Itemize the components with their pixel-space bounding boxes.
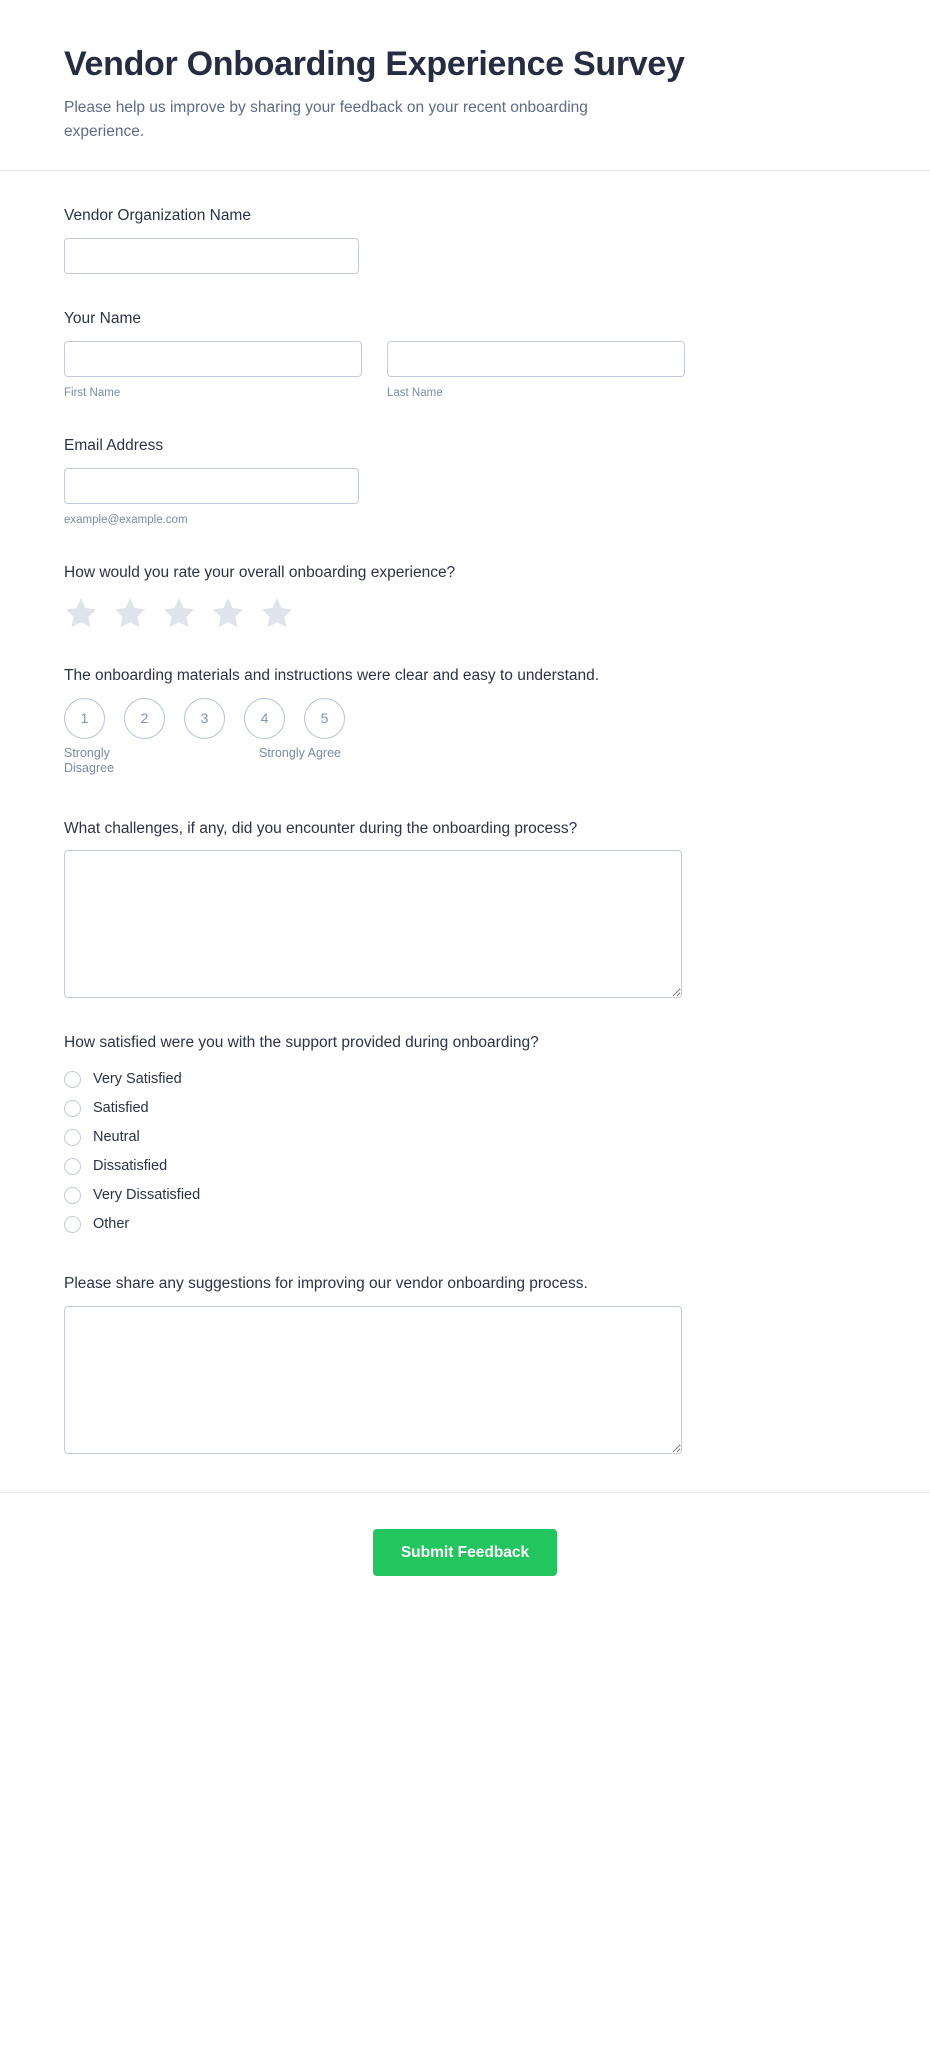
first-name-input[interactable]	[64, 341, 362, 377]
vendor-organization-input[interactable]	[64, 238, 359, 274]
vendor-organization-label: Vendor Organization Name	[64, 207, 251, 225]
field-suggestions	[64, 1273, 866, 1454]
likert-option-5	[304, 698, 345, 739]
email-field[interactable]	[64, 468, 359, 504]
radio-circle-icon[interactable]	[64, 1100, 81, 1117]
overall-rating-label: How would you rate your overall onboarding experience?	[64, 564, 456, 582]
radio-circle-icon[interactable]	[64, 1216, 81, 1233]
challenges-label: What challenges, if any, did you encounter during the onboarding process?	[64, 819, 578, 837]
field-email-address	[64, 435, 866, 528]
radio-option-label: Very Dissatisfied	[93, 1187, 201, 1204]
radio-option-label: Neutral	[93, 1129, 140, 1146]
last-name-input[interactable]	[387, 341, 685, 377]
email-address-label: Email Address	[64, 437, 164, 455]
likert-option-3	[184, 698, 225, 739]
field-vendor-organization	[64, 205, 866, 274]
field-your-name	[64, 308, 866, 401]
star-icon-1[interactable]	[62, 595, 100, 631]
support-satisfaction-label: How satisfied were you with the support provided during onboarding?	[64, 1034, 539, 1052]
name-row	[64, 341, 866, 402]
star-icon-4[interactable]	[209, 595, 247, 631]
radio-option-1[interactable]	[64, 1094, 866, 1123]
likert-scale-endpoint-labels	[64, 746, 866, 784]
radio-option-5[interactable]	[64, 1210, 866, 1239]
form-footer	[0, 1492, 930, 1616]
page-title: Vendor Onboarding Experience Survey	[64, 45, 685, 83]
form-header	[0, 0, 930, 171]
form-body	[0, 171, 930, 1454]
likert-circle-1[interactable]: 1	[64, 698, 105, 739]
likert-circle-2[interactable]: 2	[124, 698, 165, 739]
likert-circle-4[interactable]: 4	[244, 698, 285, 739]
submit-feedback-button[interactable]: Submit Feedback	[373, 1529, 557, 1576]
radio-option-label: Satisfied	[93, 1100, 149, 1117]
last-name-column	[387, 341, 685, 402]
radio-circle-icon[interactable]	[64, 1187, 81, 1204]
radio-option-4[interactable]	[64, 1181, 866, 1210]
radio-circle-icon[interactable]	[64, 1158, 81, 1175]
star-icon-2[interactable]	[111, 595, 149, 631]
challenges-textarea[interactable]	[64, 850, 682, 998]
likert-high-label: Strongly Agree	[259, 745, 341, 760]
field-challenges	[64, 818, 866, 999]
radio-circle-icon[interactable]	[64, 1129, 81, 1146]
satisfaction-radio-group[interactable]	[64, 1065, 866, 1239]
page-subtitle: Please help us improve by sharing your feedback on your recent onboarding experience.	[64, 99, 588, 141]
materials-clarity-label: The onboarding materials and instructions were clear and easy to understand.	[64, 666, 600, 684]
email-hint: example@example.com	[64, 513, 188, 526]
likert-circle-3[interactable]: 3	[184, 698, 225, 739]
likert-low-label: Strongly Disagree	[64, 745, 115, 776]
likert-circle-5[interactable]: 5	[304, 698, 345, 739]
field-overall-rating	[64, 562, 866, 631]
likert-option-4	[244, 698, 285, 739]
likert-option-1	[64, 698, 105, 739]
last-name-hint: Last Name	[387, 386, 443, 399]
radio-option-label: Other	[93, 1216, 130, 1233]
likert-scale-group[interactable]	[64, 698, 866, 739]
star-icon-3[interactable]	[160, 595, 198, 631]
radio-option-label: Very Satisfied	[93, 1071, 182, 1088]
first-name-hint: First Name	[64, 386, 121, 399]
first-name-column	[64, 341, 362, 402]
radio-circle-icon[interactable]	[64, 1071, 81, 1088]
star-icon-5[interactable]	[258, 595, 296, 631]
radio-option-3[interactable]	[64, 1152, 866, 1181]
likert-option-2	[124, 698, 165, 739]
radio-option-label: Dissatisfied	[93, 1158, 168, 1175]
star-rating-group[interactable]	[62, 595, 866, 631]
field-materials-clarity-scale	[64, 665, 866, 784]
your-name-label: Your Name	[64, 309, 141, 327]
suggestions-textarea[interactable]	[64, 1306, 682, 1454]
suggestions-label: Please share any suggestions for improving our vendor onboarding process.	[64, 1274, 588, 1292]
radio-option-2[interactable]	[64, 1123, 866, 1152]
radio-option-0[interactable]	[64, 1065, 866, 1094]
field-support-satisfaction	[64, 1032, 866, 1239]
